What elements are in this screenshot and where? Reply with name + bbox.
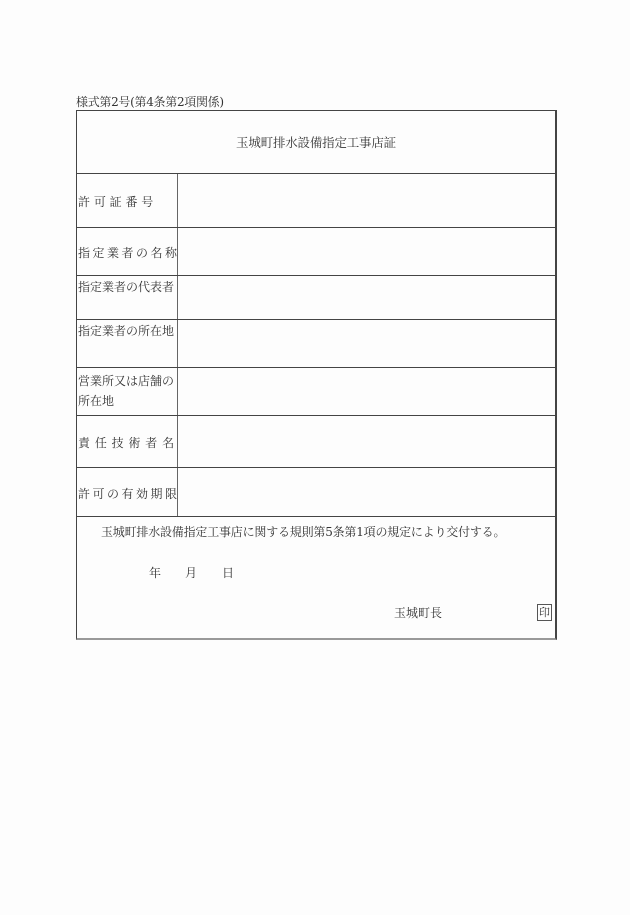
issuance-statement: 玉城町排水設備指定工事店に関する規則第5条第1項の規定により交付する。 <box>101 525 506 539</box>
date-month: 月 <box>185 566 198 580</box>
label-text: 指定業者の所在地 <box>78 324 175 338</box>
label-text: 指定業者の名称 <box>78 246 180 260</box>
label-permit-number <box>77 174 178 227</box>
row-company-name <box>77 228 555 276</box>
label-company-address <box>77 320 178 367</box>
seal-icon: 印 <box>539 606 550 619</box>
row-representative <box>77 276 555 320</box>
label-text-line2: 所在地 <box>78 394 115 408</box>
label-validity-period <box>77 468 178 516</box>
issuer-title: 玉城町長 <box>394 606 443 620</box>
label-company-name <box>77 228 178 275</box>
label-representative <box>77 276 178 319</box>
certificate-title: 玉城町排水設備指定工事店証 <box>236 135 396 150</box>
row-chief-engineer <box>77 416 555 468</box>
value-validity-period[interactable] <box>178 468 555 516</box>
row-company-address <box>77 320 555 368</box>
label-text: 許可の有効期限 <box>78 487 180 501</box>
issuance-section <box>77 517 555 639</box>
value-representative[interactable] <box>178 276 555 319</box>
row-permit-number <box>77 174 555 228</box>
certificate-table <box>76 110 557 640</box>
value-company-name[interactable] <box>178 228 555 275</box>
value-company-address[interactable] <box>178 320 555 367</box>
label-chief-engineer <box>77 416 178 467</box>
value-chief-engineer[interactable] <box>178 416 555 467</box>
row-office-address <box>77 368 555 416</box>
date-year: 年 <box>149 566 162 580</box>
date-day: 日 <box>222 566 235 580</box>
label-text: 責 任 技 術 者 名 <box>78 436 175 450</box>
value-office-address[interactable] <box>178 368 555 415</box>
row-validity-period <box>77 468 555 517</box>
label-text: 指定業者の代表者 <box>78 280 175 294</box>
title-row <box>77 111 555 174</box>
value-permit-number[interactable] <box>178 174 555 227</box>
form-number-caption: 様式第2号(第4条第2項関係) <box>76 95 224 109</box>
label-text-line1: 営業所又は店舗の <box>78 374 175 388</box>
label-office-address <box>77 368 178 415</box>
label-text: 許 可 証 番 号 <box>78 195 154 209</box>
